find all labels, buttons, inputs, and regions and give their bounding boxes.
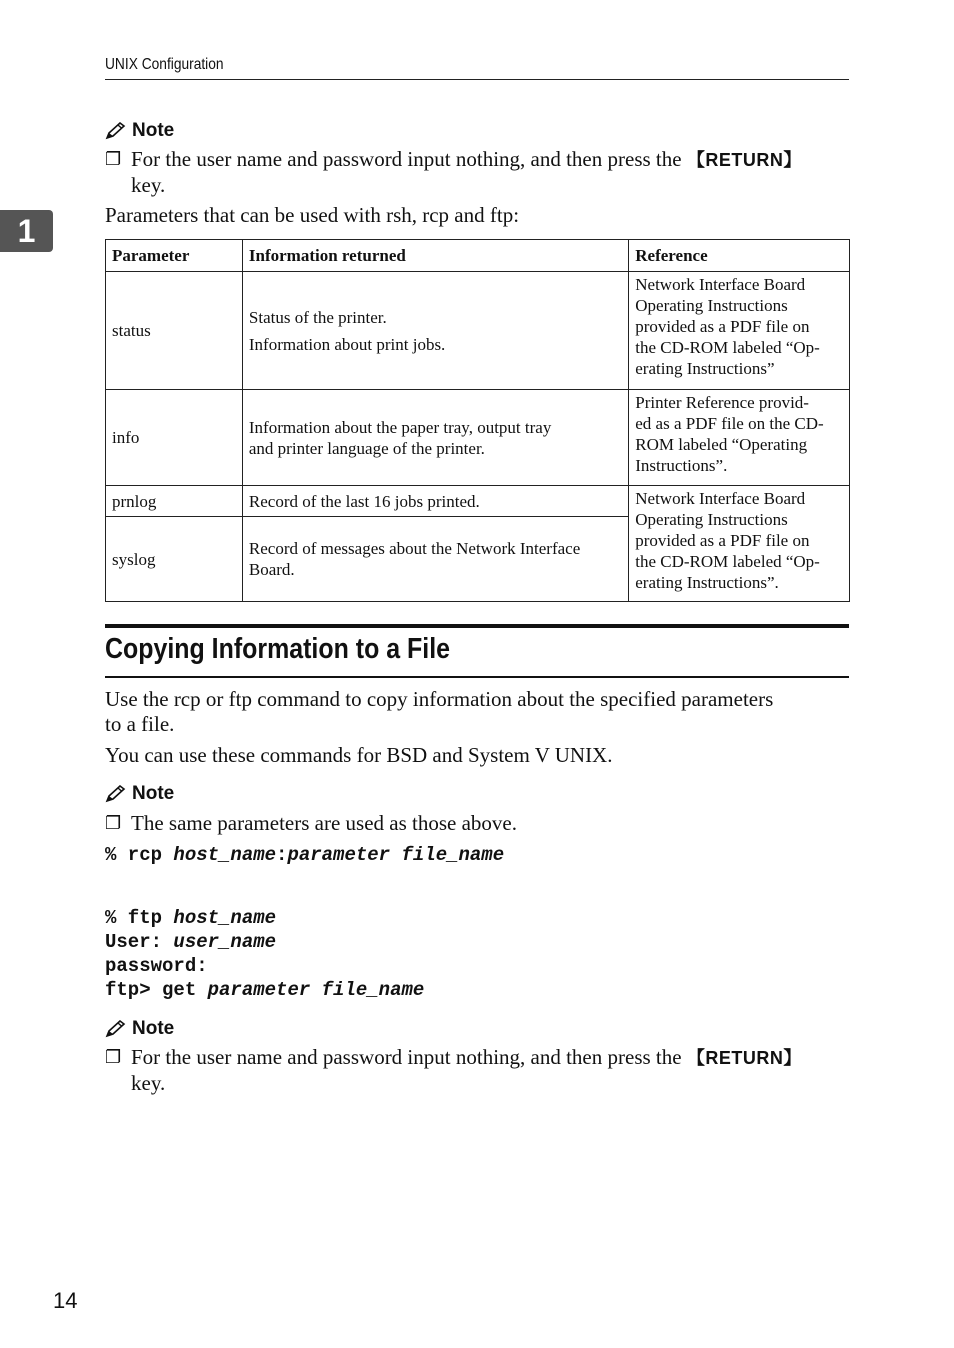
page-number: 14 [53, 1288, 78, 1313]
note-text: For the user name and password input nothing, and then press the 【RETURN】 key. [131, 1045, 802, 1095]
rcp-command: % rcp host_name:parameter file_name [105, 844, 505, 866]
param-cell: syslog [106, 517, 243, 602]
note-item [105, 811, 851, 836]
parameters-table [105, 239, 850, 602]
ftp-command-line: % ftp host_name [105, 907, 277, 929]
info-cell: Status of the printer. Information about print jobs. [242, 272, 628, 390]
return-key-label: 【RETURN】 [686, 1048, 802, 1068]
note-title: Note [132, 120, 175, 141]
table-row [106, 390, 850, 486]
section-rule-top [105, 624, 849, 628]
param-cell: status [106, 272, 243, 390]
pencil-icon [105, 122, 127, 140]
header-rule [105, 79, 849, 80]
get-command-line: ftp> get parameter file_name [105, 979, 425, 1001]
table-intro: Parameters that can be used with rsh, rcp and ftp: [105, 203, 520, 227]
note-heading [105, 1018, 174, 1040]
info-cell: Record of the last 16 jobs printed. [242, 486, 628, 517]
section-title: Copying Information to a File [105, 633, 451, 665]
checkbox-bullet-icon: ❐ [105, 813, 122, 833]
table-header-row [106, 240, 850, 272]
pencil-icon [105, 785, 127, 803]
ftp-command-block [105, 906, 424, 1002]
info-cell: Record of messages about the Network Interface Board. [242, 517, 628, 602]
note-text: The same parameters are used as those above. [131, 811, 517, 835]
user-prompt-line: User: user_name [105, 931, 277, 953]
section-paragraph: You can use these commands for BSD and System V UNIX. [105, 743, 613, 767]
chapter-tab: 1 [0, 210, 53, 252]
password-prompt-line: password: [105, 955, 208, 977]
table-row [106, 486, 850, 517]
checkbox-bullet-icon: ❐ [105, 1047, 122, 1067]
note-item [105, 147, 851, 198]
section-paragraph: Use the rcp or ftp command to copy information about the specified parameters to a file. [105, 687, 774, 736]
return-key-label: 【RETURN】 [686, 150, 802, 170]
reference-cell: Printer Reference provid- ed as a PDF file on the CD- ROM labeled “Operating Instructions”. [629, 390, 850, 486]
table-row [106, 272, 850, 390]
section-rule-bottom [105, 676, 849, 678]
reference-cell: Network Interface Board Operating Instructions provided as a PDF file on the CD-ROM labeled “Op- erating Instructions” [629, 272, 850, 390]
pencil-icon [105, 1020, 127, 1038]
note-heading [105, 783, 174, 805]
note-title: Note [132, 783, 175, 804]
param-cell: info [106, 390, 243, 486]
note-heading [105, 120, 174, 142]
column-header: Information returned [242, 240, 628, 272]
param-cell: prnlog [106, 486, 243, 517]
info-cell: Information about the paper tray, output tray and printer language of the printer. [242, 390, 628, 486]
note-title: Note [132, 1018, 175, 1039]
column-header: Reference [629, 240, 850, 272]
note-item [105, 1045, 851, 1096]
reference-cell: Network Interface Board Operating Instructions provided as a PDF file on the CD-ROM labeled “Op- erating Instructions”. [629, 486, 850, 602]
column-header: Parameter [106, 240, 243, 272]
note-text: For the user name and password input nothing, and then press the 【RETURN】 key. [131, 147, 802, 197]
checkbox-bullet-icon: ❐ [105, 149, 122, 169]
running-header: UNIX Configuration [105, 56, 224, 73]
